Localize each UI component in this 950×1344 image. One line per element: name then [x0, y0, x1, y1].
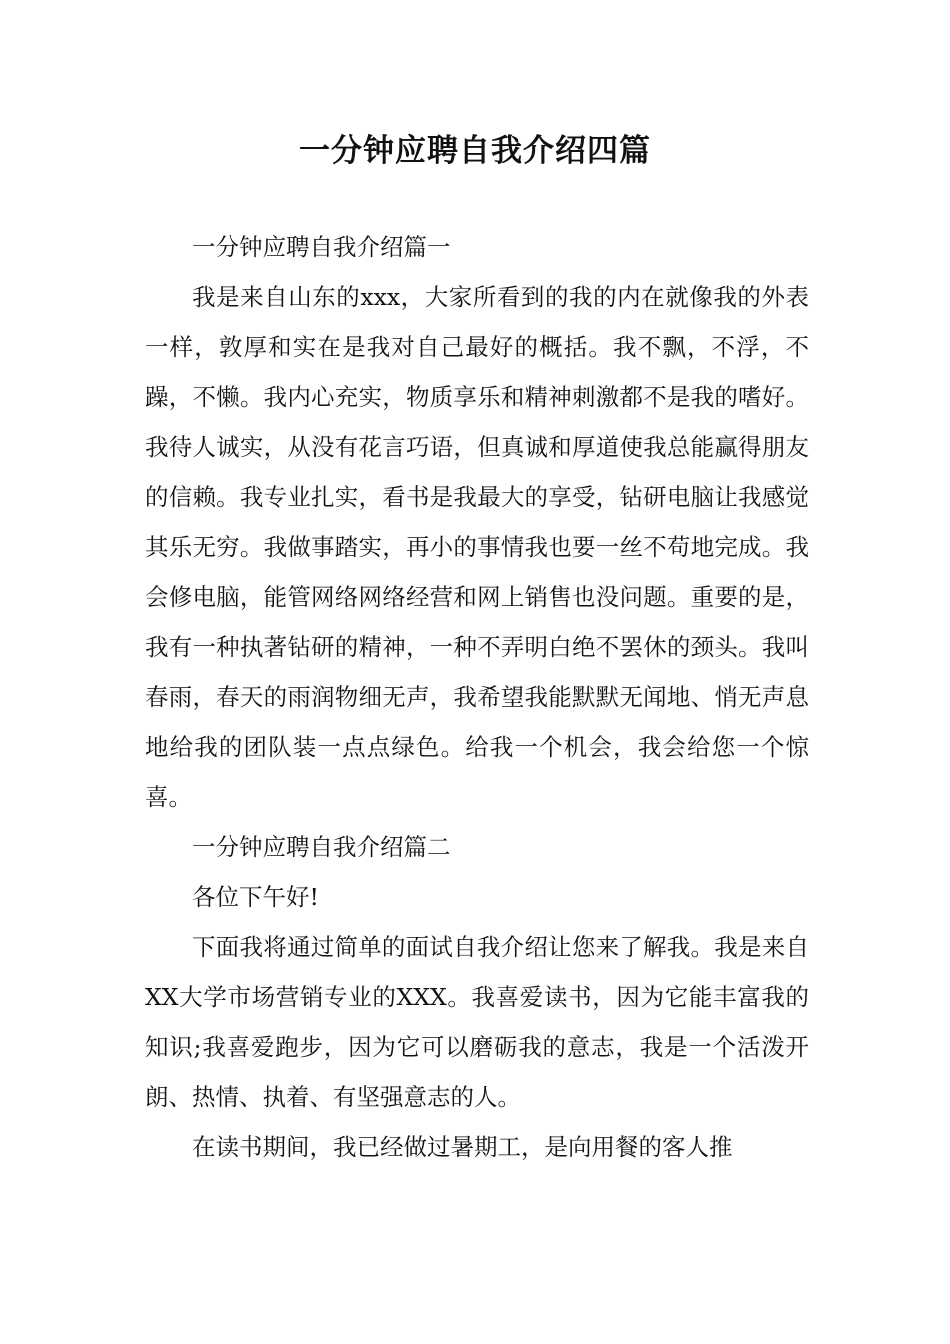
section-heading-1: 一分钟应聘自我介绍篇一: [192, 233, 451, 261]
document-body: [145, 222, 809, 1172]
paragraph-intro-2: 下面我将通过简单的面试自我介绍让您来了解我。我是来自XX大学市场营销专业的XXX。我喜爱读书，因为它能丰富我的知识;我喜爱跑步，因为它可以磨砺我的意志，我是一个活泼开朗、热情、执着、有坚强意志的人。: [145, 933, 809, 1111]
document-title: 一分钟应聘自我介绍四篇: [299, 133, 651, 169]
paragraph-work-experience: 在读书期间，我已经做过暑期工，是向用餐的客人推: [192, 1133, 733, 1161]
paragraph-greeting: 各位下午好!: [192, 883, 319, 911]
section-heading-2: 一分钟应聘自我介绍篇二: [192, 833, 451, 861]
paragraph-intro-1: 我是来自山东的xxx，大家所看到的我的内在就像我的外表一样，敦厚和实在是我对自己最好的概括。我不飘，不浮，不躁，不懒。我内心充实，物质享乐和精神刺激都不是我的嗜好。我待人诚实，从没有花言巧语，但真诚和厚道使我总能赢得朋友的信赖。我专业扎实，看书是我最大的享受，钻研电脑让我感觉其乐无穷。我做事踏实，再小的事情我也要一丝不苟地完成。我会修电脑，能管网络网络经营和网上销售也没问题。重要的是，我有一种执著钻研的精神，一种不弄明白绝不罢休的颈头。我叫春雨，春天的雨润物细无声，我希望我能默默无闻地、悄无声息地给我的团队装一点点绿色。给我一个机会，我会给您一个惊喜。: [145, 283, 809, 811]
